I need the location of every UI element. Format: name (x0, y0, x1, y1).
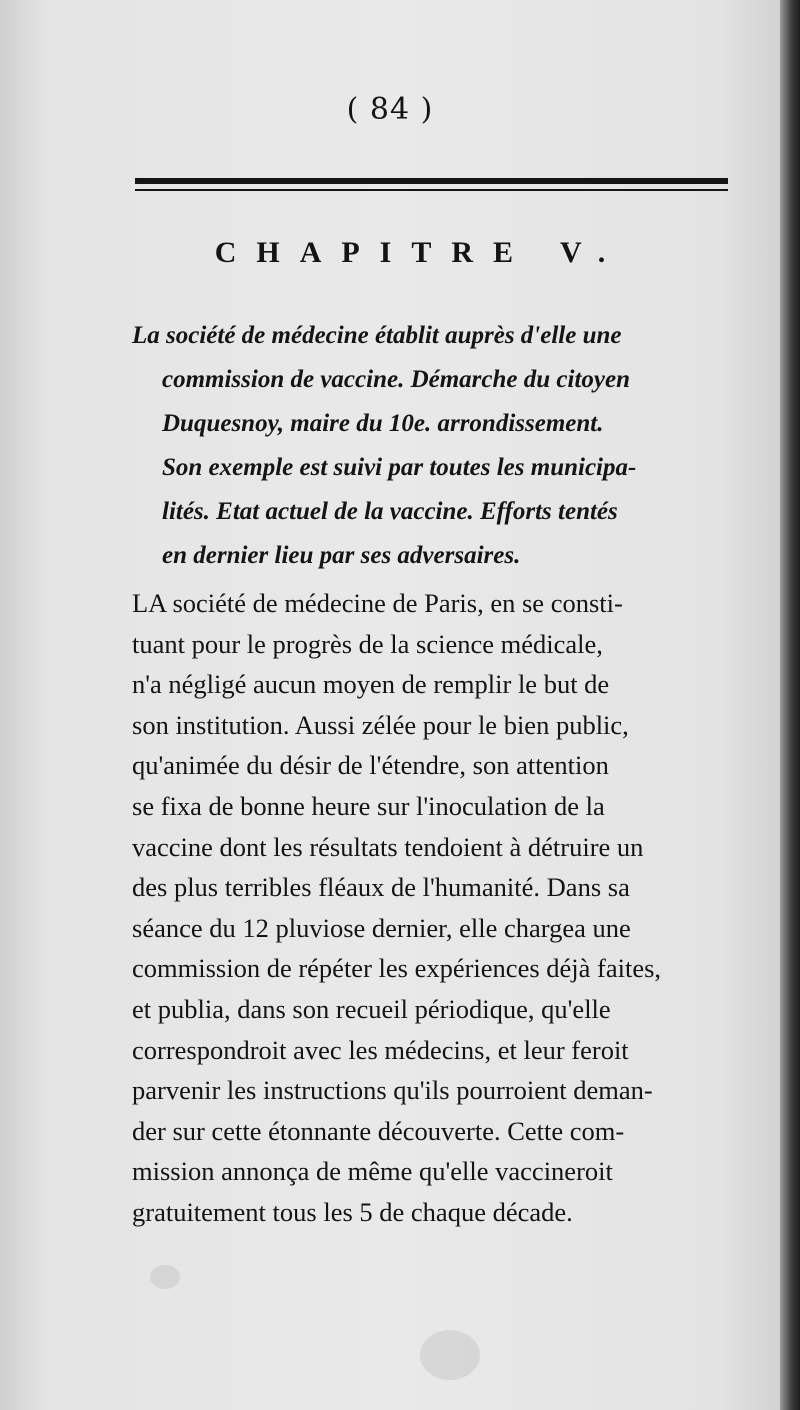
summary-line: La société de médecine établit auprès d'elle une (132, 322, 622, 349)
body-line: gratuitement tous les 5 de chaque décade. (132, 1196, 573, 1227)
summary-line: Son exemple est suivi par toutes les municipa- (162, 454, 637, 481)
body-line: der sur cette étonnante découverte. Cette com- (132, 1115, 625, 1146)
body-line: des plus terribles fléaux de l'humanité. Dans sa (132, 872, 630, 903)
chapter-summary (132, 314, 742, 578)
body-paragraph (132, 583, 747, 1233)
body-line: qu'animée du désir de l'étendre, son attention (132, 750, 609, 781)
body-line: son institution. Aussi zélée pour le bien public, (132, 709, 629, 740)
paper-stain (420, 1330, 480, 1380)
paper-stain (150, 1265, 180, 1289)
page-number: ( 84 ) (346, 92, 434, 127)
body-line: correspondroit avec les médecins, et leur feroit (132, 1034, 629, 1065)
summary-line: lités. Etat actuel de la vaccine. Efforts tentés (162, 498, 618, 525)
body-line: séance du 12 pluviose dernier, elle chargea une (132, 912, 631, 943)
header-rule-thin (135, 189, 728, 191)
body-line: commission de répéter les expériences déjà faites, (132, 953, 662, 984)
summary-line: en dernier lieu par ses adversaires. (162, 542, 521, 569)
body-line: LA société de médecine de Paris, en se consti- (132, 588, 623, 618)
summary-line: commission de vaccine. Démarche du citoyen (162, 366, 630, 393)
body-line: n'a négligé aucun moyen de remplir le but de (132, 669, 610, 700)
body-line: tuant pour le progrès de la science médicale, (132, 628, 603, 659)
body-line: vaccine dont les résultats tendoient à détruire un (132, 831, 644, 862)
body-line: mission annonça de même qu'elle vaccineroit (132, 1156, 613, 1187)
header-rule-thick (135, 178, 728, 184)
body-line: et publia, dans son recueil périodique, qu'elle (132, 993, 611, 1024)
body-line: se fixa de bonne heure sur l'inoculation de la (132, 790, 605, 821)
chapter-heading: CHAPITRE V. (214, 236, 626, 269)
body-line: parvenir les instructions qu'ils pourroient deman- (132, 1075, 653, 1106)
summary-line: Duquesnoy, maire du 10e. arrondissement. (162, 410, 604, 437)
book-page-edge (780, 0, 800, 1410)
